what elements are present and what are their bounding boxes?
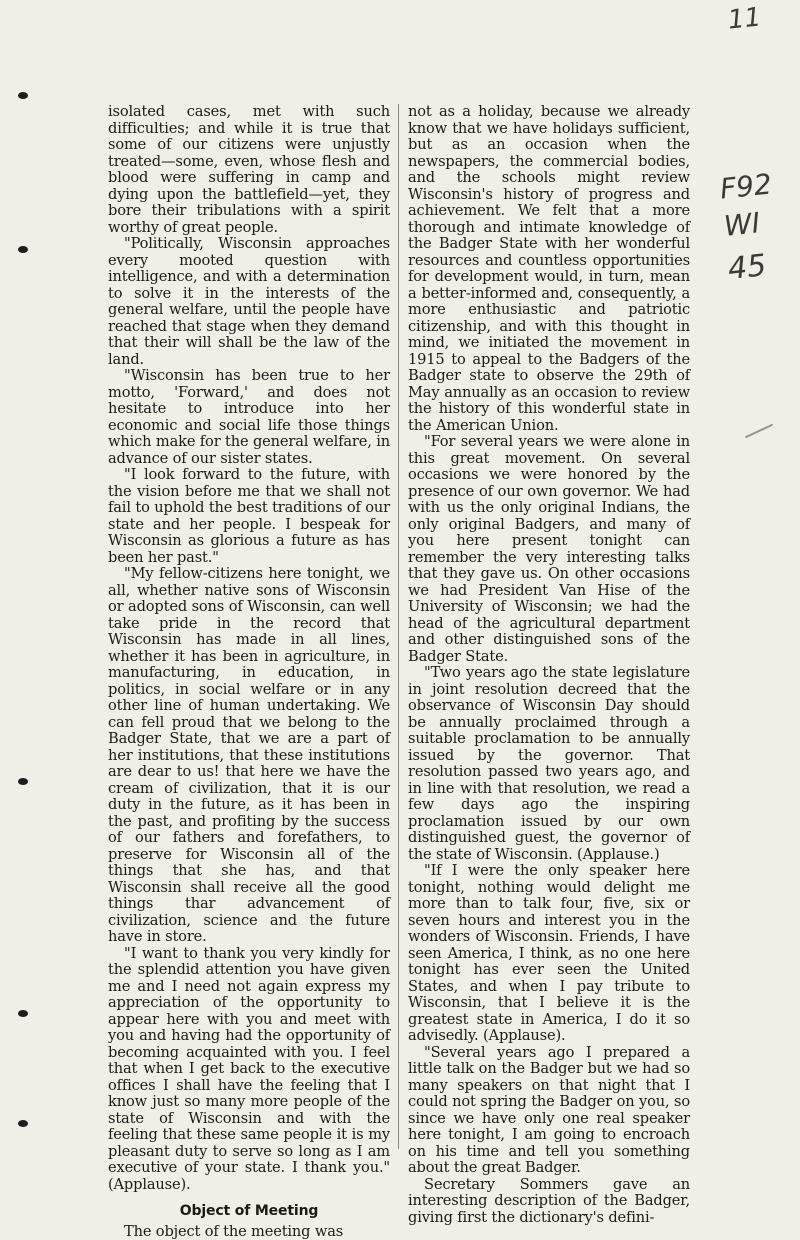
paragraph: "My fellow-citizens here tonight, we all, whether native sons of Wisconsin or adopted sons of Wisconsin, can well take pride in the record that Wisconsin has made in all lines, whether it has been in agriculture, in manufacturing, in education, in politics, in social welfare or in any other line of human undertaking. We can fell proud that we belong to the Badger State, that we are a part of her institutions, that these institutions are dear to us! that here we have the cream of civilization, that it is our duty in the future, as it has been in the past, and profiting by the success of our fathers and forefathers, to preserve for Wisconsin all of the things that she has, and that Wisconsin shall receive all the good things thar advancement of civilization, science and the future have in store.: [108, 566, 390, 946]
column-divider: [398, 104, 399, 1149]
paragraph: not as a holiday, because we already know that we have holidays sufficient, but as an occasion when the newspapers, the commercial bodies, and the schools might review Wisconsin's history of progress and achievement. We felt that a more thorough and intimate knowledge of the Badger State with her wonderful resources and countless opportunities for development would, in turn, mean a better-informed and, consequently, a more enthusiastic and patriotic citizenship, and with this thought in mind, we initiated the movement in 1915 to appeal to the Badgers of the Badger state to observe the 29th of May annually as an occasion to review the history of this wonderful state in the American Union.: [408, 104, 690, 434]
binder-hole-mark: [18, 92, 28, 99]
paragraph: "If I were the only speaker here tonight, nothing would delight me more than to talk four, five, six or seven hours and interest you in the wonders of Wisconsin. Friends, I have seen America, I think, as no one here tonight has ever seen the United States, and when I pay tribute to Wisconsin, that I believe it is the greatest state in America, I do it so advisedly. (Applause).: [408, 863, 690, 1045]
paragraph: isolated cases, met with such difficulties; and while it is true that some of our citizens were unjustly treated—some, even, whose flesh and blood were suffering in camp and dying upon the battlefield—yet, they bore their tribulations with a spirit worthy of great people.: [108, 104, 390, 236]
handwritten-code-line-1: F92: [718, 167, 773, 205]
paragraph: "For several years we were alone in this great movement. On several occasions we were honored by the presence of our own governor. We had with us the only original Indians, the only original Badgers, and many of you here present tonight can remember the very interesting talks that they gave us. On other occasions we had President Van Hise of the University of Wisconsin; we had the head of the agricultural department and other distinguished sons of the Badger State.: [408, 434, 690, 665]
pencil-mark: [745, 424, 773, 438]
paragraph: "Wisconsin has been true to her motto, 'Forward,' and does not hesitate to introduce into her economic and social life those things which make for the general welfare, in advance of our sister states.: [108, 368, 390, 467]
binder-hole-mark: [18, 778, 28, 785]
paragraph: "I want to thank you very kindly for the splendid attention you have given me and I need not again express my appreciation of the opportunity to appear here with you and meet with you and having had the opportunity of becoming acquainted with you. I feel that when I get back to the executive offices I shall have the feeling that I know just so many more people of the state of Wisconsin and with the feeling that these same people it is my pleasant duty to serve so long as I am executive of your state. I thank you." (Applause).: [108, 946, 390, 1194]
left-column: [108, 104, 390, 1240]
binder-hole-mark: [18, 246, 28, 253]
binder-hole-mark: [18, 1120, 28, 1127]
right-column: [408, 104, 690, 1226]
paragraph: "I look forward to the future, with the vision before me that we shall not fail to uphold the best traditions of our state and her people. I bespeak for Wisconsin as glorious a future as has been her past.": [108, 467, 390, 566]
section-heading: Object of Meeting: [108, 1203, 390, 1220]
paragraph: "Several years ago I prepared a little talk on the Badger but we had so many speakers on that night that I could not spring the Badger on you, so since we have only one real speaker here tonight, I am going to encroach on his time and tell you something about the great Badger.: [408, 1045, 690, 1177]
handwritten-code-line-2: WI: [722, 206, 761, 243]
paragraph: Secretary Sommers gave an interesting description of the Badger, giving first the dictionary's defini-: [408, 1177, 690, 1227]
handwritten-code-line-3: 45: [726, 248, 768, 287]
paragraph: "Politically, Wisconsin approaches every mooted question with intelligence, and with a determination to solve it in the interests of the general welfare, until the people have reached that stage when they demand that their will shall be the law of the land.: [108, 236, 390, 368]
paragraph: "Two years ago the state legislature in joint resolution decreed that the observance of Wisconsin Day should be annually proclaimed through a suitable proclamation to be annually issued by the governor. That resolution passed two years ago, and in line with that resolution, we read a few days ago the inspiring proclamation issued by our own distinguished guest, the governor of the state of Wisconsin. (Applause.): [408, 665, 690, 863]
binder-hole-mark: [18, 1010, 28, 1017]
paragraph: The object of the meeting was: [108, 1224, 390, 1240]
handwritten-page-number: 11: [727, 2, 763, 35]
